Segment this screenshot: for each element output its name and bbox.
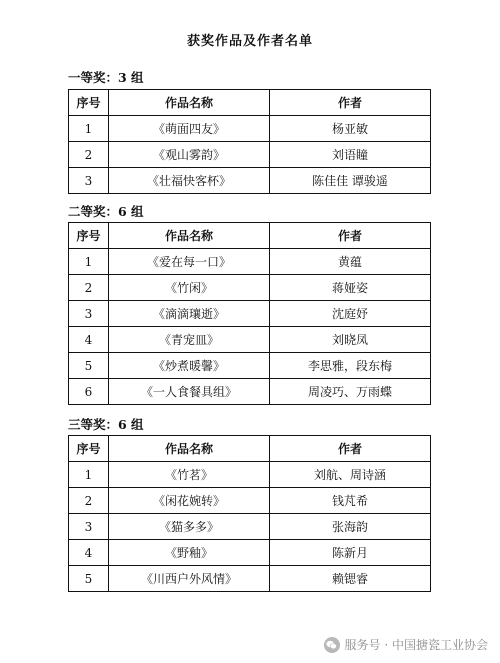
- cell-no: 1: [69, 462, 109, 488]
- cell-work: 《壮福快客杯》: [109, 168, 270, 194]
- cell-author: 周凌巧、万雨蝶: [270, 379, 431, 405]
- cell-work: 《炒煮暖馨》: [109, 353, 270, 379]
- cell-author: 蒋娅姿: [270, 275, 431, 301]
- cell-no: 2: [69, 275, 109, 301]
- cell-work: 《野釉》: [109, 540, 270, 566]
- page-title: 获奖作品及作者名单: [186, 34, 313, 49]
- cell-author: 刘晓凤: [270, 327, 431, 353]
- header-author: 作者: [270, 436, 431, 462]
- cell-no: 1: [69, 116, 109, 142]
- cell-author: 刘语瞳: [270, 142, 431, 168]
- section-heading-second-prize: 二等奖：6 组: [68, 204, 144, 219]
- cell-no: 5: [69, 353, 109, 379]
- cell-work: 《观山雾韵》: [109, 142, 270, 168]
- cell-work: 《青宠皿》: [109, 327, 270, 353]
- table-row: [69, 353, 431, 379]
- table-row: [69, 488, 431, 514]
- cell-author: 张海韵: [270, 514, 431, 540]
- header-author: 作者: [270, 90, 431, 116]
- cell-no: 2: [69, 142, 109, 168]
- table-row: [69, 275, 431, 301]
- cell-work: 《爱在每一口》: [109, 249, 270, 275]
- cell-no: 4: [69, 327, 109, 353]
- watermark: [324, 636, 488, 653]
- cell-no: 3: [69, 168, 109, 194]
- cell-author: 黄蕴: [270, 249, 431, 275]
- cell-author: 杨亚敏: [270, 116, 431, 142]
- cell-work: 《川西户外风情》: [109, 566, 270, 592]
- first-prize-table: [68, 89, 431, 194]
- cell-no: 3: [69, 301, 109, 327]
- header-work: 作品名称: [109, 436, 270, 462]
- section-heading-third-prize: 三等奖：6 组: [68, 417, 144, 432]
- table-header-row: [69, 90, 431, 116]
- cell-no: 3: [69, 514, 109, 540]
- cell-author: 钱芃希: [270, 488, 431, 514]
- watermark-text: 服务号 · 中国搪瓷工业协会: [344, 638, 488, 652]
- cell-author: 李思雅，段东梅: [270, 353, 431, 379]
- table-row: [69, 327, 431, 353]
- table-row: [69, 116, 431, 142]
- cell-author: 陈佳佳 谭骏遥: [270, 168, 431, 194]
- table-header-row: [69, 223, 431, 249]
- header-no: 序号: [69, 436, 109, 462]
- cell-no: 6: [69, 379, 109, 405]
- table-row: [69, 514, 431, 540]
- cell-no: 4: [69, 540, 109, 566]
- cell-no: 2: [69, 488, 109, 514]
- header-work: 作品名称: [109, 223, 270, 249]
- cell-work: 《萌面四友》: [109, 116, 270, 142]
- cell-work: 《猫多多》: [109, 514, 270, 540]
- second-prize-table: [68, 222, 431, 405]
- third-prize-table: [68, 435, 431, 592]
- cell-no: 5: [69, 566, 109, 592]
- header-author: 作者: [270, 223, 431, 249]
- cell-author: 陈新月: [270, 540, 431, 566]
- table-row: [69, 540, 431, 566]
- header-no: 序号: [69, 223, 109, 249]
- section-heading-first-prize: 一等奖：3 组: [68, 70, 144, 85]
- cell-author: 赖锶睿: [270, 566, 431, 592]
- header-no: 序号: [69, 90, 109, 116]
- header-work: 作品名称: [109, 90, 270, 116]
- cell-author: 沈庭妤: [270, 301, 431, 327]
- table-row: [69, 462, 431, 488]
- cell-work: 《闲花婉转》: [109, 488, 270, 514]
- cell-work: 《竹闲》: [109, 275, 270, 301]
- table-header-row: [69, 436, 431, 462]
- cell-author: 刘航、周诗涵: [270, 462, 431, 488]
- cell-no: 1: [69, 249, 109, 275]
- table-row: [69, 249, 431, 275]
- cell-work: 《竹茗》: [109, 462, 270, 488]
- table-row: [69, 379, 431, 405]
- table-row: [69, 168, 431, 194]
- cell-work: 《滴滴瓖逝》: [109, 301, 270, 327]
- table-row: [69, 566, 431, 592]
- table-row: [69, 301, 431, 327]
- wechat-icon: [324, 637, 340, 653]
- table-row: [69, 142, 431, 168]
- cell-work: 《一人食餐具组》: [109, 379, 270, 405]
